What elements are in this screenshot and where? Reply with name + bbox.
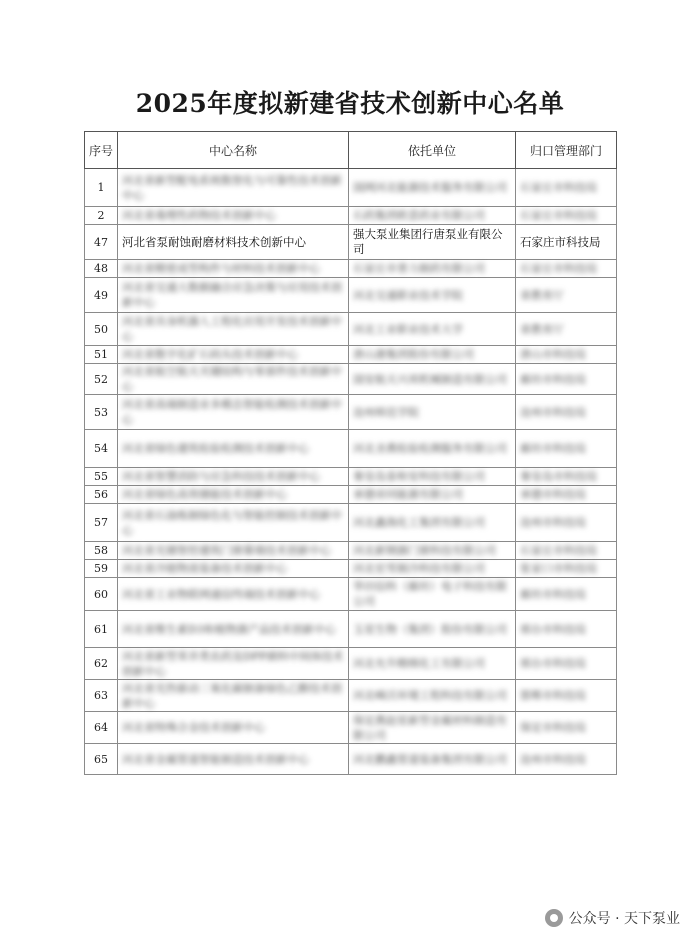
table-row	[85, 560, 617, 578]
table-row	[85, 278, 617, 313]
header-managing-department: 归口管理部门	[516, 132, 617, 169]
cell-center-name: 河北省精密成型构件与材料技术创新中心	[118, 260, 349, 278]
cell-center-name: 河北省交通大数据融合应急决策与应用技术创新中心	[118, 278, 349, 313]
table-row	[85, 486, 617, 504]
cell-center-name: 河北省光热驱动二氧化碳制备绿色乙醇技术创新中心	[118, 680, 349, 712]
table-row	[85, 364, 617, 395]
cell-managing-department: 张家口市科技局	[516, 560, 617, 578]
cell-center-name: 河北省具身机器人工程化应用开发技术创新中心	[118, 313, 349, 346]
watermark	[545, 908, 680, 928]
cell-serial-number: 51	[85, 346, 118, 364]
cell-center-name: 河北省泵耐蚀耐磨材料技术创新中心	[118, 225, 349, 260]
cell-serial-number: 1	[85, 169, 118, 207]
header-host-unit: 依托单位	[349, 132, 516, 169]
cell-serial-number: 48	[85, 260, 118, 278]
cell-managing-department: 承德市科技局	[516, 486, 617, 504]
cell-serial-number: 59	[85, 560, 118, 578]
cell-host-unit: 河北宏雪制冷科技有限公司	[349, 560, 516, 578]
cell-host-unit: 玉星生物（集团）股份有限公司	[349, 611, 516, 648]
cell-center-name: 河北省智慧消防与应急科技技术创新中心	[118, 468, 349, 486]
cell-managing-department: 邯郸市科技局	[516, 680, 617, 712]
cell-serial-number: 62	[85, 648, 118, 680]
table-row	[85, 468, 617, 486]
cell-center-name: 河北省高端制造业多模态智能检测技术创新中心	[118, 395, 349, 430]
cell-managing-department: 廊坊市科技局	[516, 578, 617, 611]
cell-serial-number: 50	[85, 313, 118, 346]
cell-center-name: 河北省金属管道智能制造技术创新中心	[118, 744, 349, 775]
cell-center-name: 河北省绿色高效储能技术创新中心	[118, 486, 349, 504]
cell-center-name: 河北省毒理性药物技术创新中心	[118, 207, 349, 225]
table-row	[85, 395, 617, 430]
table-row	[85, 225, 617, 260]
table-body	[85, 169, 617, 775]
table-row	[85, 313, 617, 346]
cell-serial-number: 57	[85, 504, 118, 542]
cell-managing-department: 沧州市科技局	[516, 395, 617, 430]
cell-managing-department: 沧州市科技局	[516, 744, 617, 775]
cell-center-name: 河北省特殊合金技术创新中心	[118, 712, 349, 744]
cell-serial-number: 64	[85, 712, 118, 744]
cell-serial-number: 47	[85, 225, 118, 260]
cell-serial-number: 2	[85, 207, 118, 225]
cell-managing-department: 石家庄市科技局	[516, 169, 617, 207]
cell-managing-department: 邢台市科技局	[516, 611, 617, 648]
table-row	[85, 744, 617, 775]
cell-serial-number: 52	[85, 364, 118, 395]
cell-managing-department: 唐山市科技局	[516, 346, 617, 364]
cell-host-unit: 承德帝同能源有限公司	[349, 486, 516, 504]
table-row	[85, 648, 617, 680]
cell-center-name: 河北省绿色建筑检验检测技术创新中心	[118, 430, 349, 468]
page-title: 2025年度拟新建省技术创新中心名单	[135, 89, 565, 118]
table-row	[85, 504, 617, 542]
cell-host-unit: 秦皇岛泰和安科技有限公司	[349, 468, 516, 486]
cell-managing-department: 石家庄市科技局	[516, 542, 617, 560]
table-row	[85, 346, 617, 364]
cell-managing-department: 保定市科技局	[516, 712, 617, 744]
cell-serial-number: 65	[85, 744, 118, 775]
cell-managing-department: 石家庄市科技局	[516, 260, 617, 278]
cell-serial-number: 56	[85, 486, 118, 504]
cell-managing-department: 廊坊市科技局	[516, 430, 617, 468]
cell-host-unit: 河北新钢源门窗科技有限公司	[349, 542, 516, 560]
cell-host-unit: 石家庄市普力制药有限公司	[349, 260, 516, 278]
watermark-text: 公众号 · 天下泵业	[568, 911, 680, 927]
table-header-row	[85, 132, 617, 169]
table-row	[85, 430, 617, 468]
cell-managing-department: 沧州市科技局	[516, 504, 617, 542]
cell-host-unit: 石药集团欧意药业有限公司	[349, 207, 516, 225]
table-row	[85, 578, 617, 611]
cell-managing-department: 石家庄市科技局	[516, 207, 617, 225]
cell-host-unit: 国网河北能源技术服务有限公司	[349, 169, 516, 207]
cell-serial-number: 63	[85, 680, 118, 712]
cell-serial-number: 53	[85, 395, 118, 430]
table-row	[85, 611, 617, 648]
header-serial-number: 序号	[85, 132, 118, 169]
cell-center-name: 河北省维生素D3和植物源产品技术创新中心	[118, 611, 349, 648]
cell-serial-number: 61	[85, 611, 118, 648]
cell-center-name: 河北省新型配电系统数智化与可靠性技术创新中心	[118, 169, 349, 207]
cell-center-name: 河北省石油炼制绿色化与智能控制技术创新中心	[118, 504, 349, 542]
cell-host-unit: 华田信科（廊坊）电子科技有限公司	[349, 578, 516, 611]
cell-center-name: 河北省新型苯并类农药及DPP颜料中间体技术创新中心	[118, 648, 349, 680]
cell-managing-department: 省教育厅	[516, 278, 617, 313]
cell-center-name: 河北省数字化矿石码头技术创新中心	[118, 346, 349, 364]
cell-serial-number: 60	[85, 578, 118, 611]
cell-host-unit: 沧州师范学院	[349, 395, 516, 430]
cell-managing-department: 秦皇岛市科技局	[516, 468, 617, 486]
cell-host-unit: 河北鑫海化工集团有限公司	[349, 504, 516, 542]
wechat-official-account-icon	[545, 909, 563, 927]
cell-host-unit: 唐山港集团股份有限公司	[349, 346, 516, 364]
cell-host-unit: 强大泵业集团行唐泵业有限公司	[349, 225, 516, 260]
cell-center-name: 河北省航空航天关键结构与零部件技术创新中心	[118, 364, 349, 395]
table-row	[85, 542, 617, 560]
cell-host-unit: 河北交通职业技术学院	[349, 278, 516, 313]
cell-serial-number: 49	[85, 278, 118, 313]
cell-managing-department: 省教育厅	[516, 313, 617, 346]
cell-host-unit: 保定燕赵星新型金属材料制造有限公司	[349, 712, 516, 744]
cell-managing-department: 廊坊市科技局	[516, 364, 617, 395]
cell-managing-department: 石家庄市科技局	[516, 225, 617, 260]
cell-center-name: 河北省光储智控建筑门窗幕墙技术创新中心	[118, 542, 349, 560]
cell-managing-department: 邢台市科技局	[516, 648, 617, 680]
cell-host-unit: 河北峰沃环境工程科技有限公司	[349, 680, 516, 712]
cell-host-unit: 河北工业职业技术大学	[349, 313, 516, 346]
cell-host-unit: 河北允升精细化工有限公司	[349, 648, 516, 680]
cell-host-unit: 国安航天兴邦机械制造有限公司	[349, 364, 516, 395]
table-row	[85, 169, 617, 207]
table-row	[85, 207, 617, 225]
table-row	[85, 680, 617, 712]
cell-center-name: 河北省工业物联网通信终端技术创新中心	[118, 578, 349, 611]
cell-host-unit: 河北鹏鑫管道装备集团有限公司	[349, 744, 516, 775]
cell-serial-number: 54	[85, 430, 118, 468]
cell-serial-number: 55	[85, 468, 118, 486]
table-row	[85, 260, 617, 278]
cell-center-name: 河北省冷链物流装备技术创新中心	[118, 560, 349, 578]
header-center-name: 中心名称	[118, 132, 349, 169]
table-row	[85, 712, 617, 744]
cell-serial-number: 58	[85, 542, 118, 560]
cell-host-unit: 河北圣燕检验检测服务有限公司	[349, 430, 516, 468]
innovation-center-table	[84, 131, 617, 775]
